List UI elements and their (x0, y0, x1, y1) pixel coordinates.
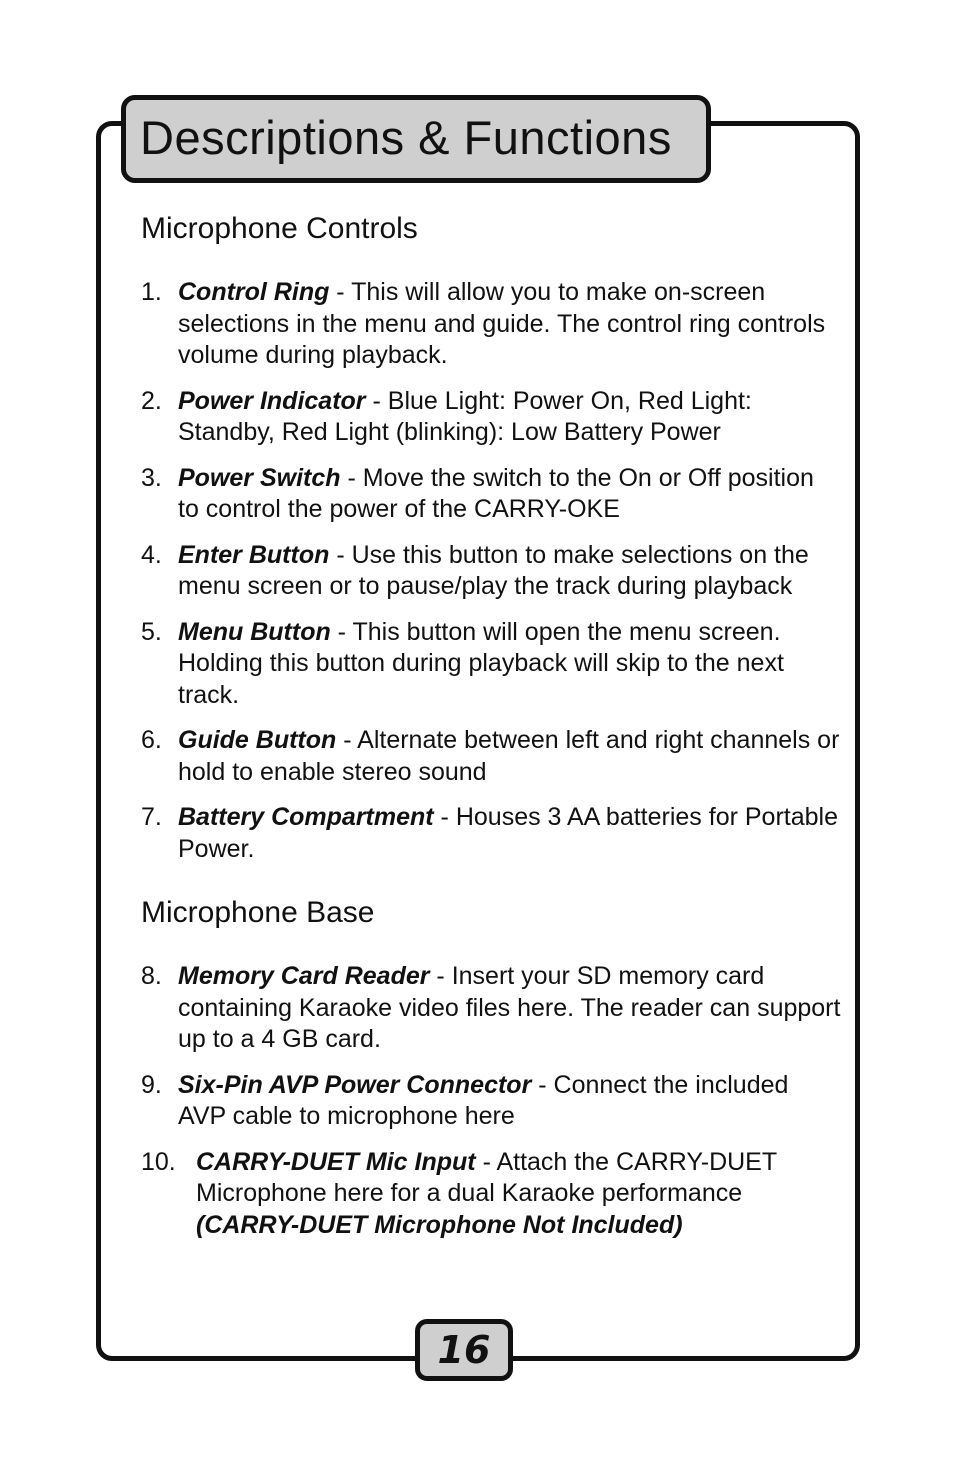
list-item (141, 277, 841, 372)
item-description: - This button will open the menu screen. Holding this button during playback will skip to the next track. (178, 617, 784, 709)
item-term: Enter Button (178, 540, 330, 569)
title-tab (121, 95, 711, 183)
item-term: Power Switch (178, 463, 341, 492)
list-item (141, 386, 841, 449)
item-term: Guide Button (178, 726, 337, 754)
item-description: - Move the switch to the On or Off position to control the power of the CARRY-OKE (178, 463, 814, 523)
item-number: 4. (141, 540, 162, 569)
list-item (141, 1070, 841, 1133)
list-item (141, 725, 841, 788)
section-heading-base: Microphone Base (141, 896, 375, 929)
item-description: - Insert your SD memory card containing Karaoke video files here. The reader can support up to a 4 GB card. (178, 962, 841, 1053)
base-list (141, 961, 841, 1241)
item-term: Battery Compartment (178, 803, 434, 831)
section-heading-controls: Microphone Controls (141, 212, 418, 245)
item-description: - Houses 3 AA batteries for Portable Power. (178, 803, 838, 863)
item-number: 8. (141, 962, 162, 990)
item-number: 6. (141, 726, 162, 754)
item-term: Power Indicator (178, 386, 366, 415)
item-number: 1. (141, 278, 162, 306)
item-description: - Blue Light: Power On, Red Light: Standby, Red Light (blinking): Low Battery Power (178, 386, 752, 446)
item-term: Menu Button (178, 617, 331, 646)
item-number: 5. (141, 617, 162, 646)
item-description: - Attach the CARRY-DUET Microphone here for a dual Karaoke performance (196, 1147, 777, 1207)
page-number-badge (415, 1319, 513, 1381)
item-number: 7. (141, 803, 162, 831)
item-term: Memory Card Reader (178, 962, 430, 990)
item-number: 2. (141, 386, 162, 415)
item-description: - This will allow you to make on-screen selections in the menu and guide. The control ring controls volume during playback. (178, 278, 826, 369)
item-term: CARRY-DUET Mic Input (196, 1147, 476, 1176)
item-term: Six-Pin AVP Power Connector (178, 1070, 532, 1099)
list-item (141, 540, 841, 603)
list-item (141, 961, 841, 1056)
controls-list (141, 277, 841, 865)
item-description: - Connect the included AVP cable to microphone here (178, 1070, 789, 1130)
item-term: Control Ring (178, 278, 330, 306)
list-item (141, 802, 841, 865)
item-number: 3. (141, 463, 162, 492)
item-number: 9. (141, 1070, 162, 1099)
list-item (141, 617, 841, 712)
content (141, 207, 841, 1241)
page-number: 16 (437, 1328, 491, 1372)
item-description: - Alternate between left and right channels or hold to enable stereo sound (178, 726, 840, 786)
list-item (141, 463, 841, 526)
item-description: - Use this button to make selections on the menu screen or to pause/play the track during playback (178, 540, 809, 600)
page-title: Descriptions & Functions (140, 111, 672, 164)
item-number: 10. (141, 1147, 176, 1176)
list-item (141, 1147, 841, 1242)
item-note: (CARRY-DUET Microphone Not Included) (196, 1210, 683, 1239)
